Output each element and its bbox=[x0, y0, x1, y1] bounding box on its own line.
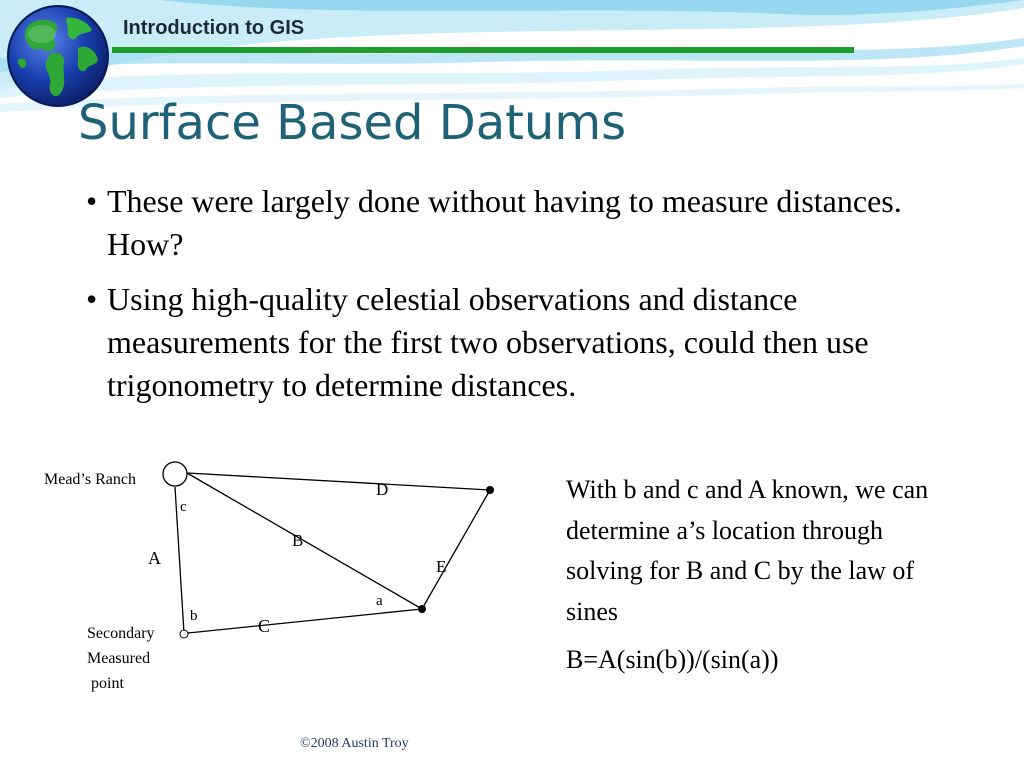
point-a bbox=[418, 605, 426, 613]
point-d bbox=[486, 486, 494, 494]
bullet-marker: • bbox=[86, 183, 98, 219]
label-angle-c: c bbox=[180, 499, 187, 515]
explanation-text: With b and c and A known, we can determine a’s location through solving for B and C by the law of sines bbox=[566, 475, 929, 626]
edge-D bbox=[187, 473, 490, 490]
meads-ranch-point bbox=[163, 462, 187, 486]
bullet-text: These were largely done without having to measure distances. How? bbox=[107, 183, 902, 262]
label-angle-b: b bbox=[190, 608, 198, 624]
bullet-text: Using high-quality celestial observations and distance measurements for the first two observations, could then use trigonometry to determine distances. bbox=[107, 281, 869, 403]
slide-title: Surface Based Datums bbox=[78, 95, 627, 151]
triangulation-diagram bbox=[0, 440, 560, 710]
bullet-item bbox=[86, 278, 986, 407]
bullet-list bbox=[86, 180, 986, 419]
label-secondary-line3: point bbox=[87, 675, 124, 692]
law-of-sines-formula: B=A(sin(b))/(sin(a)) bbox=[566, 645, 779, 674]
copyright-footer: ©2008 Austin Troy bbox=[300, 736, 409, 751]
label-side-A: A bbox=[148, 548, 161, 568]
label-meads-ranch: Mead’s Ranch bbox=[44, 471, 136, 488]
course-title: Introduction to GIS bbox=[123, 17, 305, 39]
secondary-point bbox=[180, 630, 188, 638]
header-divider bbox=[112, 47, 854, 53]
explanation-box bbox=[566, 470, 966, 681]
label-side-C: C bbox=[258, 616, 271, 636]
bullet-item bbox=[86, 180, 986, 266]
globe-icon bbox=[6, 4, 110, 108]
label-secondary-line2: Measured bbox=[87, 650, 151, 667]
edge-C bbox=[188, 609, 422, 633]
label-side-E: E bbox=[436, 557, 447, 576]
edge-E bbox=[422, 490, 490, 609]
label-side-D: D bbox=[376, 480, 389, 499]
bullet-marker: • bbox=[86, 281, 98, 317]
label-secondary-line1: Secondary bbox=[87, 625, 155, 642]
label-side-B: B bbox=[292, 531, 304, 550]
label-angle-a: a bbox=[376, 593, 383, 609]
